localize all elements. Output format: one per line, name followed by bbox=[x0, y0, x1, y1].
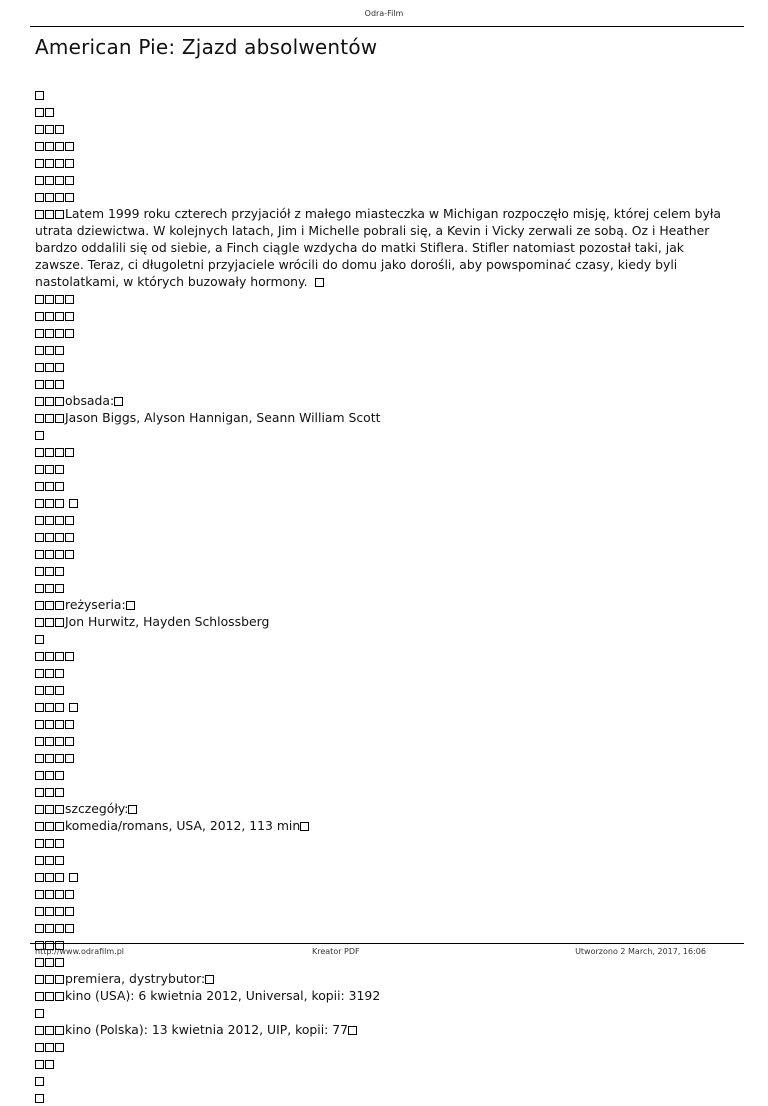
placeholder-line bbox=[35, 307, 735, 324]
missing-glyph-box bbox=[45, 771, 54, 780]
release-poland-line bbox=[35, 1021, 735, 1038]
release-usa: kino (USA): 6 kwietnia 2012, Universal, kopii: 3192 bbox=[65, 988, 381, 1003]
missing-glyph-box bbox=[45, 754, 54, 763]
missing-glyph-box bbox=[45, 703, 54, 712]
missing-glyph-box bbox=[45, 567, 54, 576]
missing-glyph-box bbox=[45, 873, 54, 882]
missing-glyph-box bbox=[55, 584, 64, 593]
missing-glyph-box bbox=[65, 176, 74, 185]
missing-glyph-box bbox=[55, 1043, 64, 1052]
direction-label-line bbox=[35, 596, 735, 613]
placeholder-line bbox=[35, 1055, 735, 1072]
release-label: premiera, dystrybutor: bbox=[65, 971, 206, 986]
missing-glyph-box bbox=[55, 737, 64, 746]
missing-glyph-box bbox=[35, 550, 44, 559]
missing-glyph-box bbox=[55, 907, 64, 916]
missing-glyph-box bbox=[45, 686, 54, 695]
cast-label-line bbox=[35, 392, 735, 409]
placeholder-line bbox=[35, 664, 735, 681]
missing-glyph-box bbox=[35, 890, 44, 899]
missing-glyph-box bbox=[55, 958, 64, 967]
site-header: Odra-Film bbox=[364, 9, 404, 18]
missing-glyph-box bbox=[45, 550, 54, 559]
placeholder-line bbox=[35, 171, 735, 188]
missing-glyph-box bbox=[205, 975, 214, 984]
placeholder-line bbox=[35, 137, 735, 154]
missing-glyph-box bbox=[65, 533, 74, 542]
missing-glyph-box bbox=[65, 550, 74, 559]
missing-glyph-box bbox=[35, 924, 44, 933]
missing-glyph-box bbox=[35, 873, 44, 882]
missing-glyph-box bbox=[45, 414, 54, 423]
missing-glyph-box bbox=[35, 482, 44, 491]
missing-glyph-box bbox=[35, 822, 44, 831]
missing-glyph-box bbox=[35, 737, 44, 746]
placeholder-line bbox=[35, 749, 735, 766]
missing-glyph-box bbox=[45, 805, 54, 814]
missing-glyph-box bbox=[45, 482, 54, 491]
placeholder-line bbox=[35, 120, 735, 137]
missing-glyph-box bbox=[35, 1043, 44, 1052]
missing-glyph-box bbox=[35, 516, 44, 525]
details-label-line bbox=[35, 800, 735, 817]
cast-value-line bbox=[35, 409, 735, 426]
missing-glyph-box bbox=[55, 295, 64, 304]
placeholder-line bbox=[35, 698, 735, 715]
missing-glyph-box bbox=[45, 142, 54, 151]
placeholder-line bbox=[35, 477, 735, 494]
missing-glyph-box bbox=[35, 771, 44, 780]
missing-glyph-box bbox=[45, 601, 54, 610]
missing-glyph-box bbox=[35, 465, 44, 474]
missing-glyph-box bbox=[55, 822, 64, 831]
missing-glyph-box bbox=[65, 924, 74, 933]
missing-glyph-box bbox=[35, 159, 44, 168]
footer-created: Utworzono 2 March, 2017, 16:06 bbox=[575, 947, 706, 956]
missing-glyph-box bbox=[65, 295, 74, 304]
missing-glyph-box bbox=[35, 720, 44, 729]
missing-glyph-box bbox=[45, 329, 54, 338]
missing-glyph-box bbox=[55, 924, 64, 933]
missing-glyph-box bbox=[55, 669, 64, 678]
placeholder-line bbox=[35, 732, 735, 749]
missing-glyph-box bbox=[55, 465, 64, 474]
placeholder-line bbox=[35, 868, 735, 885]
cast-value: Jason Biggs, Alyson Hannigan, Seann William Scott bbox=[65, 410, 381, 425]
placeholder-line bbox=[35, 562, 735, 579]
missing-glyph-box bbox=[65, 652, 74, 661]
missing-glyph-box bbox=[35, 414, 44, 423]
direction-label: reżyseria: bbox=[65, 597, 126, 612]
placeholder-line bbox=[35, 188, 735, 205]
missing-glyph-box bbox=[55, 125, 64, 134]
missing-glyph-box bbox=[55, 788, 64, 797]
missing-glyph-box bbox=[45, 788, 54, 797]
missing-glyph-box bbox=[35, 754, 44, 763]
missing-glyph-box bbox=[55, 856, 64, 865]
missing-glyph-box bbox=[35, 567, 44, 576]
missing-glyph-box bbox=[35, 108, 44, 117]
placeholder-line bbox=[35, 511, 735, 528]
missing-glyph-box bbox=[55, 312, 64, 321]
missing-glyph-box bbox=[45, 346, 54, 355]
missing-glyph-box bbox=[69, 873, 78, 882]
placeholder-line bbox=[35, 1038, 735, 1055]
missing-glyph-box bbox=[45, 516, 54, 525]
release-usa-line bbox=[35, 987, 735, 1004]
missing-glyph-box bbox=[65, 754, 74, 763]
missing-glyph-box bbox=[45, 193, 54, 202]
missing-glyph-box bbox=[35, 346, 44, 355]
missing-glyph-box bbox=[35, 907, 44, 916]
placeholder-line bbox=[35, 630, 735, 647]
missing-glyph-box bbox=[65, 907, 74, 916]
missing-glyph-box bbox=[35, 1094, 44, 1103]
missing-glyph-box bbox=[69, 499, 78, 508]
missing-glyph-box bbox=[35, 686, 44, 695]
missing-glyph-box bbox=[45, 159, 54, 168]
missing-glyph-box bbox=[126, 601, 135, 610]
missing-glyph-box bbox=[55, 159, 64, 168]
footer-divider bbox=[30, 943, 744, 944]
missing-glyph-box bbox=[55, 397, 64, 406]
placeholder-line bbox=[35, 1089, 735, 1106]
details-value-line bbox=[35, 817, 735, 834]
missing-glyph-box bbox=[55, 176, 64, 185]
missing-glyph-box bbox=[45, 176, 54, 185]
missing-glyph-box bbox=[35, 1026, 44, 1035]
missing-glyph-box bbox=[35, 669, 44, 678]
missing-glyph-box bbox=[55, 1026, 64, 1035]
missing-glyph-box bbox=[55, 890, 64, 899]
missing-glyph-box bbox=[55, 652, 64, 661]
missing-glyph-box bbox=[35, 1009, 44, 1018]
missing-glyph-box bbox=[55, 329, 64, 338]
missing-glyph-box bbox=[55, 448, 64, 457]
placeholder-line bbox=[35, 681, 735, 698]
missing-glyph-box bbox=[45, 295, 54, 304]
missing-glyph-box bbox=[35, 584, 44, 593]
missing-glyph-box bbox=[55, 839, 64, 848]
missing-glyph-box bbox=[315, 278, 324, 287]
missing-glyph-box bbox=[35, 329, 44, 338]
missing-glyph-box bbox=[45, 720, 54, 729]
missing-glyph-box bbox=[65, 516, 74, 525]
release-poland: kino (Polska): 13 kwietnia 2012, UIP, kopii: 77 bbox=[65, 1022, 349, 1037]
placeholder-line bbox=[35, 103, 735, 120]
missing-glyph-box bbox=[55, 771, 64, 780]
missing-glyph-box bbox=[45, 958, 54, 967]
missing-glyph-box bbox=[35, 431, 44, 440]
missing-glyph-box bbox=[45, 856, 54, 865]
missing-glyph-box bbox=[45, 924, 54, 933]
missing-glyph-box bbox=[45, 992, 54, 1001]
missing-glyph-box bbox=[35, 992, 44, 1001]
missing-glyph-box bbox=[35, 210, 44, 219]
missing-glyph-box bbox=[45, 907, 54, 916]
missing-glyph-box bbox=[35, 533, 44, 542]
details-value: komedia/romans, USA, 2012, 113 min bbox=[65, 818, 301, 833]
placeholder-line bbox=[35, 834, 735, 851]
missing-glyph-box bbox=[65, 193, 74, 202]
missing-glyph-box bbox=[45, 1026, 54, 1035]
missing-glyph-box bbox=[55, 992, 64, 1001]
missing-glyph-box bbox=[65, 312, 74, 321]
missing-glyph-box bbox=[35, 601, 44, 610]
missing-glyph-box bbox=[45, 1060, 54, 1069]
placeholder-line bbox=[35, 290, 735, 307]
missing-glyph-box bbox=[45, 822, 54, 831]
missing-glyph-box bbox=[45, 397, 54, 406]
missing-glyph-box bbox=[65, 159, 74, 168]
missing-glyph-box bbox=[65, 329, 74, 338]
footer-generator: Kreator PDF bbox=[312, 947, 360, 956]
synopsis-text: Latem 1999 roku czterech przyjaciół z małego miasteczka w Michigan rozpoczęło misję, której celem była utrata dziewictwa. W kolejnych latach, Jim i Michelle pobrali się, a Kevin i Vicky zerwali ze sobą. Oz i Heather bardzo oddalili się od siebie, a Finch ciągle wzdycha do matki Stiflera. Stifler natomiast pozostał taki, jak zawsze. Teraz, ci długoletni przyjaciele wrócili do domu jako dorośli, aby powspominać czasy, kiedy byli nastolatkami, w których buzowały hormony. bbox=[35, 206, 721, 289]
footer-url: http://www.odrafilm.pl bbox=[35, 947, 125, 956]
missing-glyph-box bbox=[35, 295, 44, 304]
missing-glyph-box bbox=[55, 533, 64, 542]
missing-glyph-box bbox=[55, 142, 64, 151]
missing-glyph-box bbox=[45, 210, 54, 219]
placeholder-line bbox=[35, 426, 735, 443]
header-divider bbox=[30, 26, 744, 27]
missing-glyph-box bbox=[65, 890, 74, 899]
missing-glyph-box bbox=[35, 788, 44, 797]
missing-glyph-box bbox=[45, 584, 54, 593]
missing-glyph-box bbox=[55, 414, 64, 423]
placeholder-line bbox=[35, 715, 735, 732]
missing-glyph-box bbox=[55, 499, 64, 508]
missing-glyph-box bbox=[55, 873, 64, 882]
missing-glyph-box bbox=[35, 1077, 44, 1086]
missing-glyph-box bbox=[35, 193, 44, 202]
direction-value: Jon Hurwitz, Hayden Schlossberg bbox=[65, 614, 270, 629]
placeholder-line bbox=[35, 358, 735, 375]
missing-glyph-box bbox=[55, 482, 64, 491]
missing-glyph-box bbox=[65, 737, 74, 746]
missing-glyph-box bbox=[35, 1060, 44, 1069]
placeholder-line bbox=[35, 375, 735, 392]
placeholder-line bbox=[35, 919, 735, 936]
missing-glyph-box bbox=[55, 346, 64, 355]
missing-glyph-box bbox=[45, 125, 54, 134]
missing-glyph-box bbox=[45, 839, 54, 848]
missing-glyph-box bbox=[35, 125, 44, 134]
release-label-line bbox=[35, 970, 735, 987]
missing-glyph-box bbox=[35, 91, 44, 100]
placeholder-line bbox=[35, 902, 735, 919]
missing-glyph-box bbox=[35, 176, 44, 185]
placeholder-line bbox=[35, 579, 735, 596]
missing-glyph-box bbox=[55, 363, 64, 372]
placeholder-line bbox=[35, 86, 735, 103]
missing-glyph-box bbox=[35, 856, 44, 865]
missing-glyph-box bbox=[114, 397, 123, 406]
missing-glyph-box bbox=[65, 142, 74, 151]
missing-glyph-box bbox=[35, 380, 44, 389]
placeholder-line bbox=[35, 528, 735, 545]
missing-glyph-box bbox=[55, 516, 64, 525]
missing-glyph-box bbox=[55, 754, 64, 763]
missing-glyph-box bbox=[35, 635, 44, 644]
placeholder-line bbox=[35, 647, 735, 664]
missing-glyph-box bbox=[35, 652, 44, 661]
missing-glyph-box bbox=[35, 975, 44, 984]
missing-glyph-box bbox=[65, 448, 74, 457]
placeholder-line bbox=[35, 494, 735, 511]
placeholder-line bbox=[35, 1072, 735, 1089]
placeholder-line bbox=[35, 783, 735, 800]
missing-glyph-box bbox=[45, 108, 54, 117]
placeholder-line bbox=[35, 154, 735, 171]
missing-glyph-box bbox=[35, 703, 44, 712]
missing-glyph-box bbox=[55, 805, 64, 814]
missing-glyph-box bbox=[45, 669, 54, 678]
missing-glyph-box bbox=[45, 499, 54, 508]
missing-glyph-box bbox=[69, 703, 78, 712]
missing-glyph-box bbox=[348, 1026, 357, 1035]
placeholder-line bbox=[35, 460, 735, 477]
missing-glyph-box bbox=[35, 142, 44, 151]
page-title: American Pie: Zjazd absolwentów bbox=[35, 35, 378, 59]
missing-glyph-box bbox=[128, 805, 137, 814]
missing-glyph-box bbox=[45, 737, 54, 746]
placeholder-line bbox=[35, 443, 735, 460]
missing-glyph-box bbox=[45, 363, 54, 372]
placeholder-line bbox=[35, 1004, 735, 1021]
missing-glyph-box bbox=[55, 567, 64, 576]
missing-glyph-box bbox=[55, 618, 64, 627]
missing-glyph-box bbox=[55, 380, 64, 389]
missing-glyph-box bbox=[45, 380, 54, 389]
missing-glyph-box bbox=[45, 1043, 54, 1052]
placeholder-line bbox=[35, 851, 735, 868]
missing-glyph-box bbox=[45, 312, 54, 321]
missing-glyph-box bbox=[45, 652, 54, 661]
missing-glyph-box bbox=[55, 720, 64, 729]
missing-glyph-box bbox=[35, 363, 44, 372]
missing-glyph-box bbox=[45, 465, 54, 474]
missing-glyph-box bbox=[55, 550, 64, 559]
placeholder-line bbox=[35, 324, 735, 341]
direction-value-line bbox=[35, 613, 735, 630]
missing-glyph-box bbox=[35, 805, 44, 814]
missing-glyph-box bbox=[45, 618, 54, 627]
placeholder-line bbox=[35, 766, 735, 783]
placeholder-line bbox=[35, 341, 735, 358]
missing-glyph-box bbox=[55, 703, 64, 712]
missing-glyph-box bbox=[45, 533, 54, 542]
missing-glyph-box bbox=[35, 312, 44, 321]
missing-glyph-box bbox=[35, 397, 44, 406]
missing-glyph-box bbox=[55, 975, 64, 984]
cast-label: obsada: bbox=[65, 393, 115, 408]
placeholder-line bbox=[35, 545, 735, 562]
missing-glyph-box bbox=[45, 975, 54, 984]
missing-glyph-box bbox=[35, 839, 44, 848]
missing-glyph-box bbox=[55, 686, 64, 695]
missing-glyph-box bbox=[35, 958, 44, 967]
placeholder-line bbox=[35, 885, 735, 902]
missing-glyph-box bbox=[45, 890, 54, 899]
missing-glyph-box bbox=[35, 618, 44, 627]
missing-glyph-box bbox=[35, 499, 44, 508]
missing-glyph-box bbox=[55, 210, 64, 219]
missing-glyph-box bbox=[55, 193, 64, 202]
missing-glyph-box bbox=[65, 720, 74, 729]
missing-glyph-box bbox=[300, 822, 309, 831]
synopsis-paragraph bbox=[35, 205, 735, 290]
missing-glyph-box bbox=[45, 448, 54, 457]
details-label: szczegóły: bbox=[65, 801, 129, 816]
missing-glyph-box bbox=[55, 601, 64, 610]
missing-glyph-box bbox=[35, 448, 44, 457]
